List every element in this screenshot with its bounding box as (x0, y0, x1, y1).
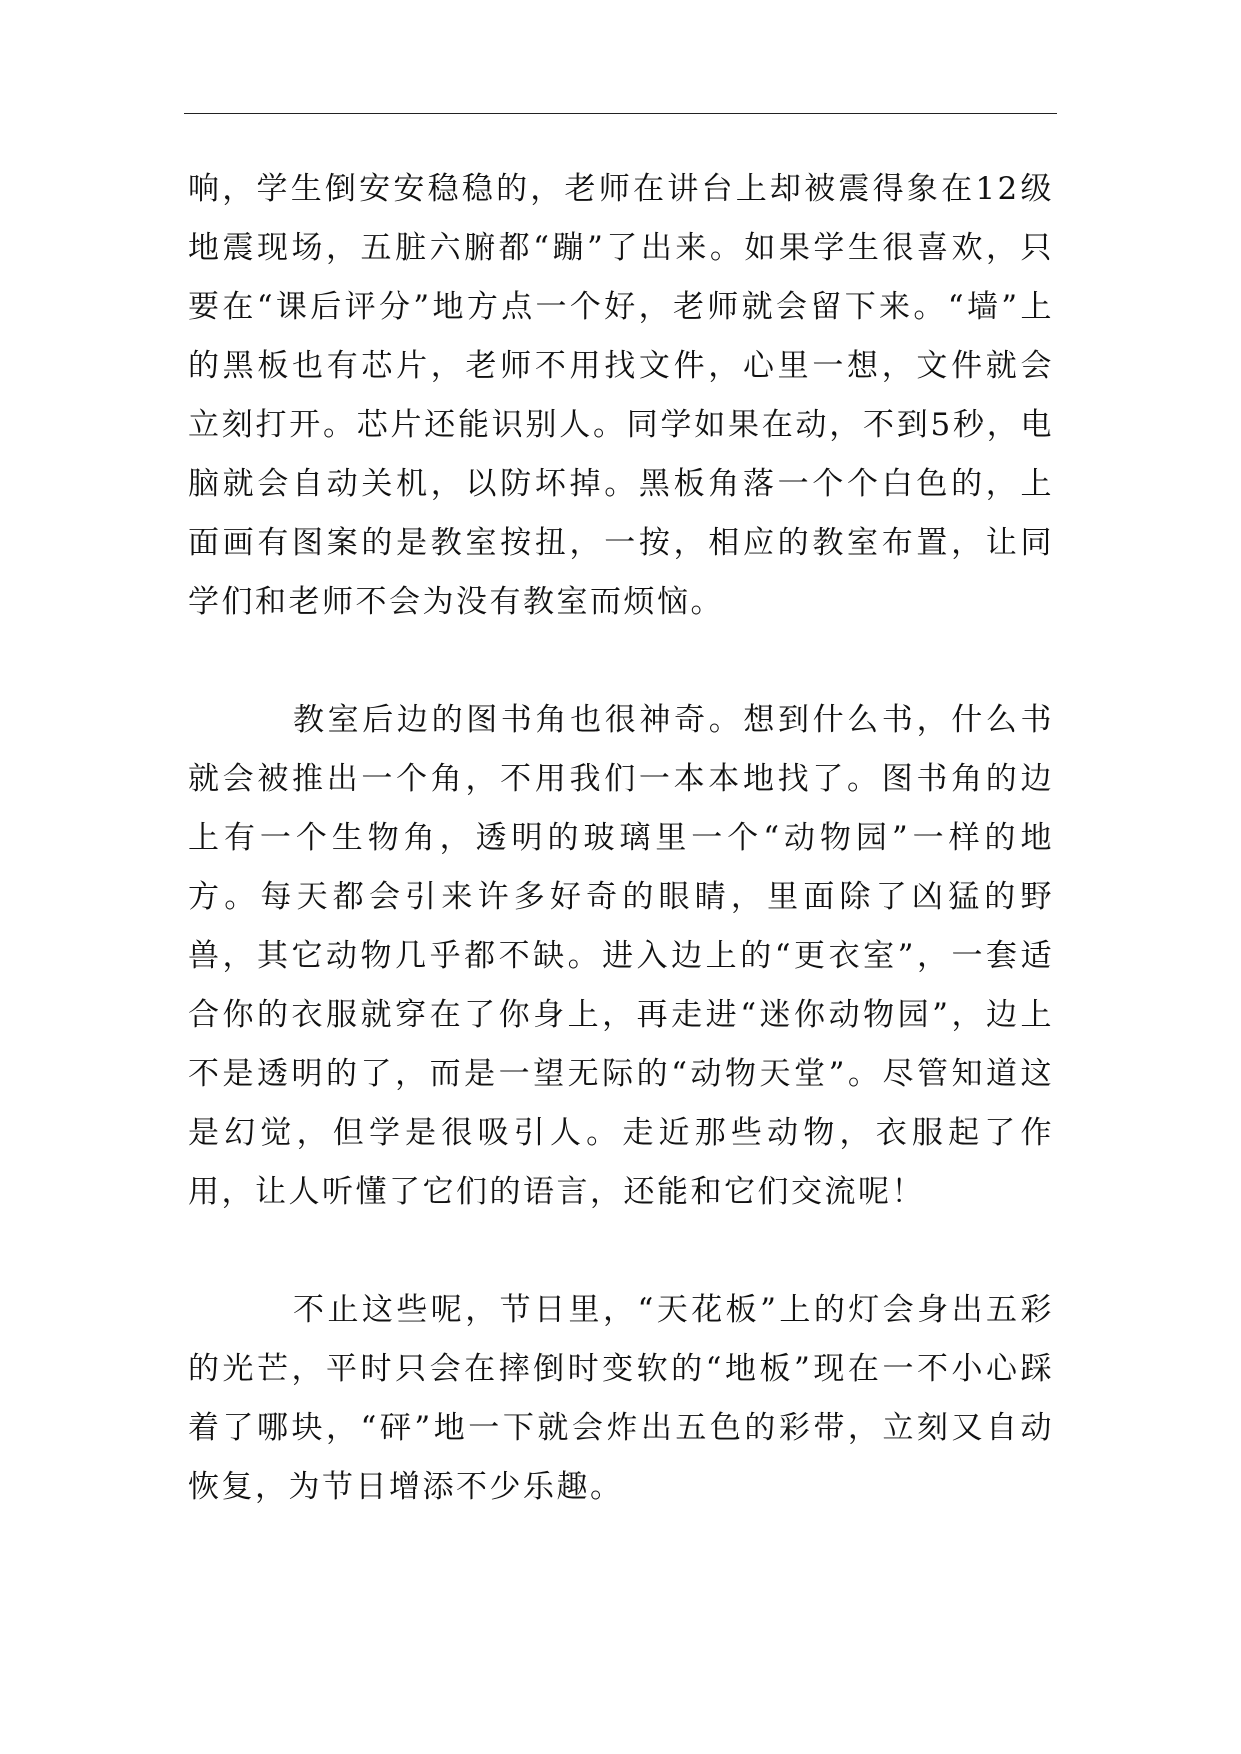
header-rule (184, 113, 1057, 114)
paragraph-festival: 不止这些呢，节日里，“天花板”上的灯会身出五彩的光芒，平时只会在摔倒时变软的“地板”现在一不小心踩着了哪块，“砰”地一下就会炸出五色的彩带，立刻又自动恢复，为节日增添不少乐趣。 (188, 1292, 1054, 1505)
document-body (188, 160, 1054, 1576)
paragraph-continued: 响，学生倒安安稳稳的，老师在讲台上却被震得象在12级地震现场，五脏六腑都“蹦”了出来。如果学生很喜欢，只要在“课后评分”地方点一个好，老师就会留下来。“墙”上的黑板也有芯片，老师不用找文件，心里一想，文件就会立刻打开。芯片还能识别人。同学如果在动，不到5秒，电脑就会自动关机，以防坏掉。黑板角落一个个白色的，上面画有图案的是教室按扭，一按，相应的教室布置，让同学们和老师不会为没有教室而烦恼。 (188, 171, 1054, 620)
paragraph-book-corner: 教室后边的图书角也很神奇。想到什么书，什么书就会被推出一个角，不用我们一本本地找了。图书角的边上有一个生物角，透明的玻璃里一个“动物园”一样的地方。每天都会引来许多好奇的眼睛，里面除了凶猛的野兽，其它动物几乎都不缺。进入边上的“更衣室”，一套适合你的衣服就穿在了你身上，再走进“迷你动物园”，边上不是透明的了，而是一望无际的“动物天堂”。尽管知道这是幻觉，但学是很吸引人。走近那些动物，衣服起了作用，让人听懂了它们的语言，还能和它们交流呢！ (188, 702, 1054, 1210)
